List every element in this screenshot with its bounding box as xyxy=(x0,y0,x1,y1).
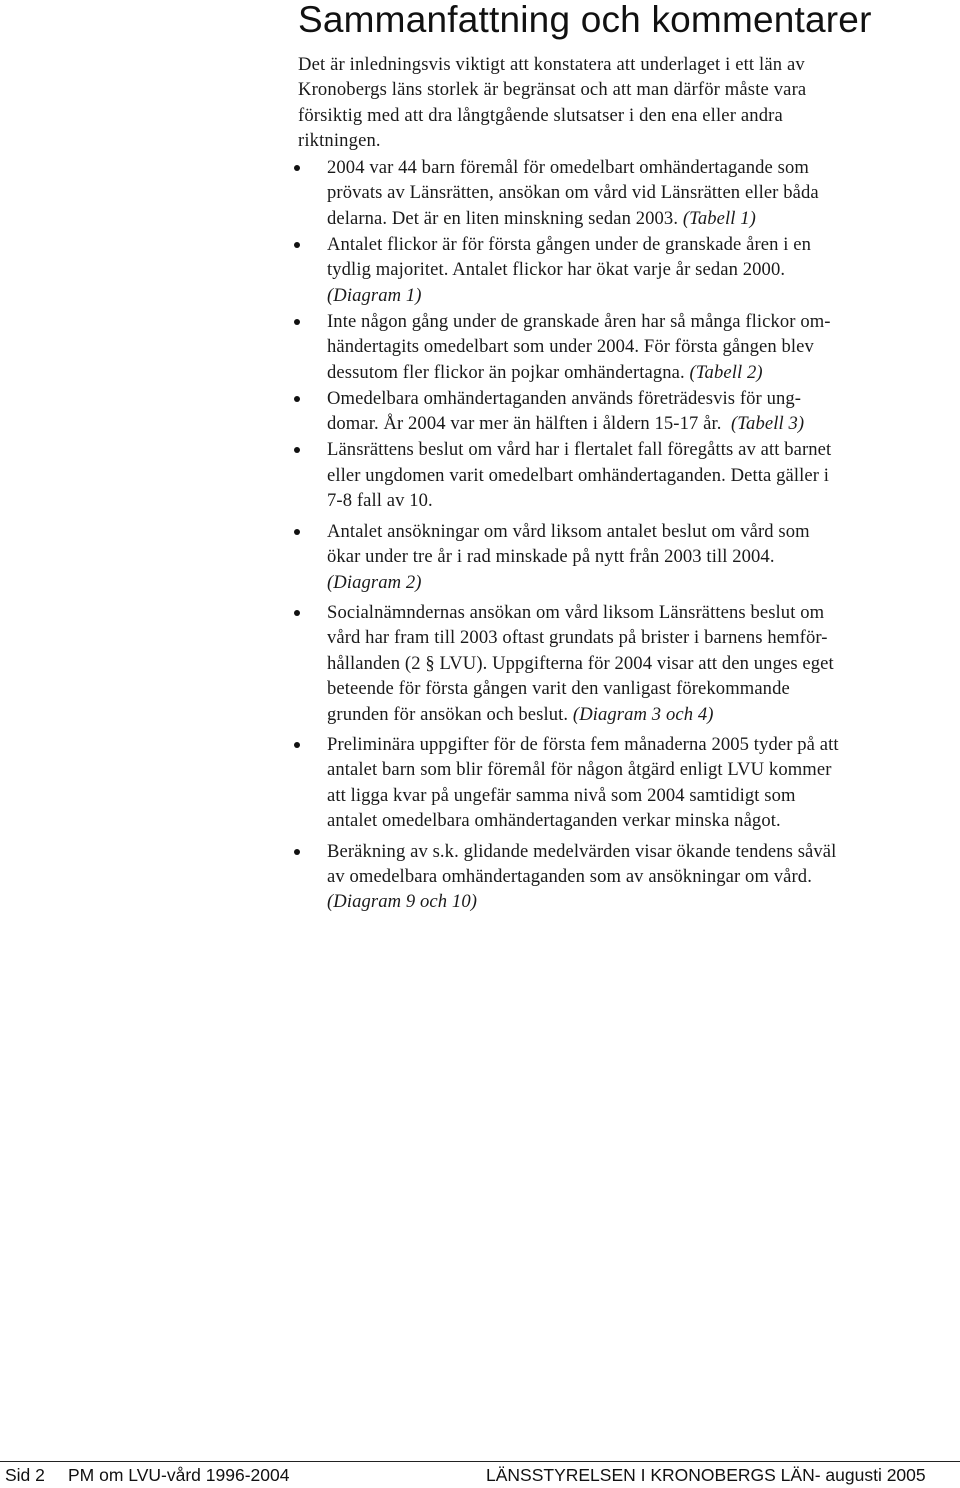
bullet-line: Omedelbara omhändertaganden används företrädesvis för ung- xyxy=(327,387,802,409)
bullet-line xyxy=(327,702,958,727)
bullet-line: av omedelbara omhändertaganden som av ansökningar om vård. xyxy=(327,865,812,887)
bullet-text: delarna. Det är en liten minskning sedan 2003. xyxy=(327,207,679,229)
table-reference: (Tabell 3) xyxy=(731,413,805,435)
bullet-line: Länsrättens beslut om vård har i flertalet fall föregåtts av att barnet xyxy=(327,439,832,461)
page-title: Sammanfattning och kommentarer xyxy=(298,0,872,40)
bullet-line: tydlig majoritet. Antalet flickor har ökat varje år sedan 2000. xyxy=(327,259,786,281)
summary-bullet xyxy=(298,600,958,727)
bullet-text: dessutom fler flickor än pojkar omhändertagna. xyxy=(327,361,685,383)
bullet-line: prövats av Länsrätten, ansökan om vård vid Länsrätten eller båda xyxy=(327,182,819,204)
bullet-line: 7-8 fall av 10. xyxy=(327,490,433,512)
bullet-line: beteende för första gången varit den vanligast förekommande xyxy=(327,678,790,700)
diagram-reference: (Diagram 3 och 4) xyxy=(572,703,714,725)
diagram-reference: (Diagram 9 och 10) xyxy=(327,891,478,913)
bullet-line: Preliminära uppgifter för de första fem månaderna 2005 tyder på att xyxy=(327,733,839,755)
bullet-text: grunden för ansökan och beslut. xyxy=(327,703,569,725)
summary-bullet xyxy=(298,309,958,385)
bullet-icon xyxy=(294,242,300,248)
summary-bullet xyxy=(298,232,958,308)
bullet-line: Inte någon gång under de granskade åren har så många flickor om- xyxy=(327,310,831,332)
bullet-line: hållanden (2 § LVU). Uppgifterna för 2004 visar att den unges eget xyxy=(327,652,834,674)
summary-bullet-list xyxy=(298,155,958,915)
bullet-line xyxy=(327,360,958,385)
intro-line: riktningen. xyxy=(298,130,381,152)
bullet-line: Antalet flickor är för första gången under de granskade åren i en xyxy=(327,233,812,255)
diagram-reference: (Diagram 2) xyxy=(327,571,422,593)
bullet-line: 2004 var 44 barn föremål för omedelbart omhändertagande som xyxy=(327,157,809,178)
bullet-line: antalet omedelbara omhändertaganden verkar minska något. xyxy=(327,810,781,832)
summary-bullet xyxy=(298,519,958,595)
bullet-line: vård har fram till 2003 oftast grundats på brister i barnens hemför- xyxy=(327,627,828,649)
summary-bullet xyxy=(298,732,958,834)
intro-line: Kronobergs läns storlek är begränsat och att man därför måste vara xyxy=(298,79,807,101)
bullet-line: Beräkning av s.k. glidande medelvärden visar ökande tendens såväl xyxy=(327,840,837,862)
summary-bullet xyxy=(298,839,958,915)
bullet-icon xyxy=(294,610,300,616)
summary-bullet xyxy=(298,386,958,437)
bullet-line: antalet barn som blir föremål för någon åtgärd enligt LVU kommer xyxy=(327,759,832,781)
bullet-icon xyxy=(294,396,300,402)
bullet-icon xyxy=(294,447,300,453)
bullet-line: händertagits omedelbart som under 2004. För första gången blev xyxy=(327,336,814,358)
table-reference: (Tabell 2) xyxy=(689,361,763,383)
bullet-line: eller ungdomen varit omedelbart omhändertaganden. Detta gäller i xyxy=(327,464,830,486)
bullet-line xyxy=(327,206,958,231)
table-reference: (Tabell 1) xyxy=(682,207,756,229)
diagram-reference: (Diagram 1) xyxy=(327,284,422,306)
bullet-icon xyxy=(294,165,300,171)
bullet-line: ökar under tre år i rad minskade på nytt från 2003 till 2004. xyxy=(327,546,775,568)
intro-line: Det är inledningsvis viktigt att konstatera att underlaget i ett län av xyxy=(298,54,805,75)
bullet-line xyxy=(327,411,958,436)
bullet-icon xyxy=(294,849,300,855)
summary-bullet xyxy=(298,155,958,231)
bullet-icon xyxy=(294,529,300,535)
footer-divider xyxy=(0,1461,960,1462)
footer-page-number: Sid 2 xyxy=(5,1465,45,1485)
bullet-icon xyxy=(294,319,300,325)
bullet-line: Socialnämndernas ansökan om vård liksom Länsrättens beslut om xyxy=(327,601,825,623)
bullet-icon xyxy=(294,742,300,748)
intro-line: försiktig med att dra långtgående slutsatser i den ena eller andra xyxy=(298,104,783,126)
bullet-line: att ligga kvar på ungefär samma nivå som 2004 samtidigt som xyxy=(327,784,796,806)
intro-paragraph xyxy=(298,52,938,154)
bullet-line: Antalet ansökningar om vård liksom antalet beslut om vård som xyxy=(327,520,810,542)
footer-organization: LÄNSSTYRELSEN I KRONOBERGS LÄN- augusti 2005 xyxy=(486,1465,926,1485)
footer-document-title: PM om LVU-vård 1996-2004 xyxy=(68,1465,290,1485)
bullet-text: domar. År 2004 var mer än hälften i åldern 15-17 år. xyxy=(327,413,722,435)
summary-bullet xyxy=(298,437,958,513)
